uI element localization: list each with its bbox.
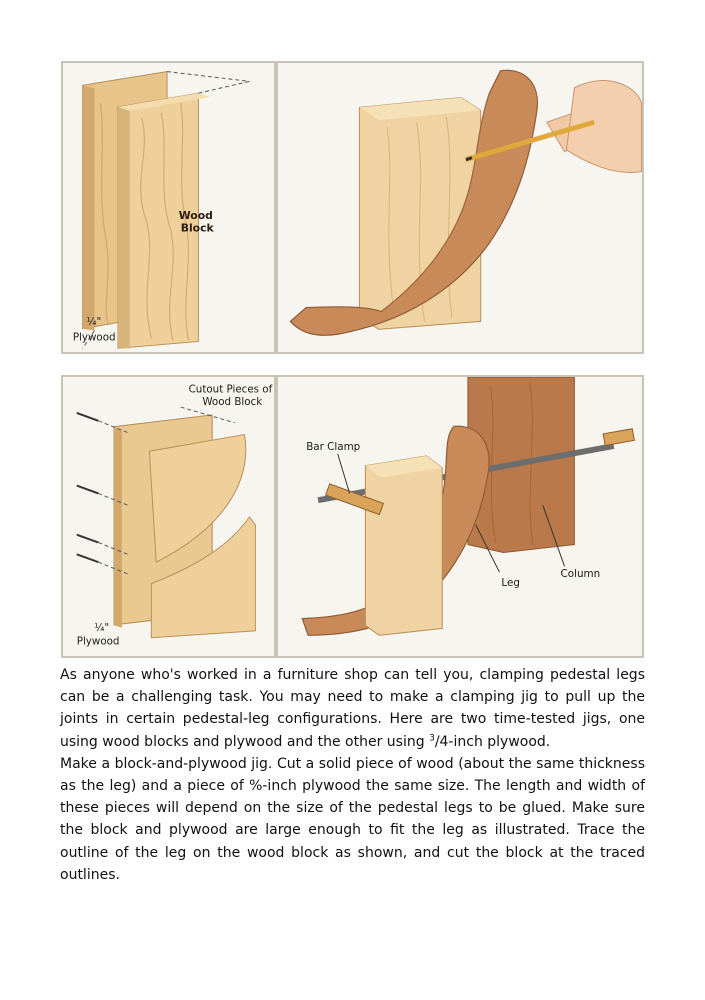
clamping-illustration <box>278 377 642 656</box>
bar-clamp-handle <box>603 429 634 446</box>
paragraph-block-jig: Make a block-and-plywood jig. Cut a solid piece of wood (about the same thickness as the leg) and a piece of %-inch plywood the same size. The length and width of these pieces will depend on the size of the pedestal legs to be glued. Make sure the block and plywood are large enough to fit the leg as illustrated. Trace the outline of the leg on the wood block as shown, and cut the block at the traced outlines. <box>60 755 645 883</box>
plywood-edge <box>114 427 122 628</box>
paragraph-intro-text: As anyone who's worked in a furniture shop can tell you, clamping pedestal legs can be a challenging task. You may need to make a clamping jig to pull up the joints in certain pedestal-leg configurations. Here are two time-tested jigs, one using wood blocks and plywood and the other using <box>60 667 645 750</box>
label-plywood: Plywood <box>72 331 116 344</box>
wood-block-illustration <box>63 63 274 352</box>
wood-block-side <box>118 107 130 348</box>
paragraph-intro <box>60 664 645 753</box>
clamp-block <box>365 456 442 635</box>
cutout-pieces-illustration <box>63 377 274 656</box>
label-column: Column <box>560 568 601 581</box>
figure-cutout-pieces <box>61 375 276 658</box>
label-plywood-fraction: ¼" <box>86 315 102 328</box>
plywood-edge <box>83 85 95 330</box>
label-cutout-2: Wood Block <box>202 396 263 409</box>
article-body <box>60 664 645 886</box>
figure-trace-leg <box>276 61 644 354</box>
figure-clamping <box>276 375 644 658</box>
label-wood-block-1: Wood <box>178 208 213 222</box>
label-plywood: Plywood <box>76 635 120 648</box>
trace-leg-illustration <box>278 63 642 352</box>
figure-wood-block-plywood <box>61 61 276 354</box>
fraction-numerator: 3 <box>429 732 435 743</box>
label-bar-clamp: Bar Clamp <box>306 440 361 453</box>
label-cutout-1: Cutout Pieces of <box>188 383 273 396</box>
screws <box>77 413 99 562</box>
pencil-tip <box>466 158 472 160</box>
label-plywood-fraction: ¼" <box>94 621 110 634</box>
label-wood-block-2: Block <box>180 221 214 235</box>
label-leg: Leg <box>501 577 520 590</box>
paragraph-intro-tail: /4-inch plywood. <box>434 733 551 750</box>
